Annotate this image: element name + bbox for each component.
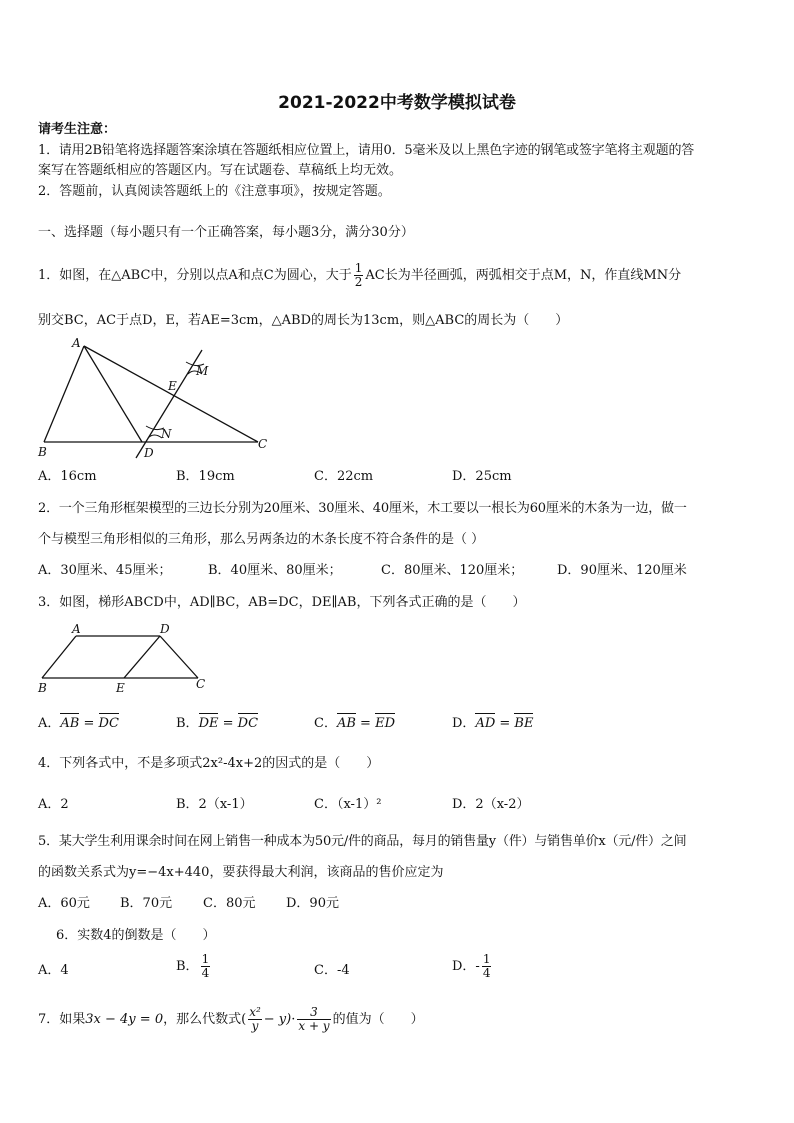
q6-option-d[interactable] [452, 953, 493, 980]
q3-option-d[interactable]: D．AD = BE [452, 713, 533, 732]
vector-dc: DC [238, 713, 258, 732]
q1-option-d[interactable]: D．25cm [452, 469, 512, 484]
q3-option-a[interactable]: A．AB = DC [38, 713, 119, 732]
segment-de [124, 636, 160, 678]
question-7-pre: 7．如果 [38, 1012, 86, 1027]
question-2-line-2: 个与模型三角形相似的三角形，那么另两条边的木条长度不符合条件的是（ ） [38, 532, 485, 547]
label-d: D [144, 446, 154, 460]
label-c: C [258, 437, 268, 451]
q1-option-b[interactable]: B．19cm [176, 469, 235, 484]
notice-heading: 请考生注意： [38, 122, 117, 137]
option-letter: C． [314, 716, 337, 731]
fraction-denominator: y [251, 1019, 259, 1033]
question-1-line-2: 别交BC，AC于点D，E，若AE=3cm，△ABD的周长为13cm，则△ABC的周长为（ ） [38, 313, 569, 328]
fraction-denominator: 4 [201, 966, 210, 980]
triangle-abc-figure [36, 334, 276, 462]
edge-ab [44, 346, 84, 442]
q4-option-d[interactable]: D．2（x-2） [452, 797, 530, 812]
fraction-numerator: x² [249, 1005, 261, 1019]
question-1-line-1 [38, 262, 681, 289]
vector-be: BE [514, 713, 533, 732]
q5-option-d[interactable]: D．90元 [286, 896, 339, 911]
label-a: A [72, 336, 81, 350]
q6-option-a[interactable]: A．4 [38, 963, 69, 978]
fraction-numerator: 1 [201, 952, 210, 966]
minus-y: − y) [263, 1012, 292, 1027]
question-7-line-1: 7．如果3x − 4y = 0，那么代数式( $\frac{\text{x²}}{y}$ − y)· $\frac{3}{x + y}$ 的值为（ ） [38, 1005, 424, 1033]
q3-option-c[interactable]: C．AB = ED [314, 713, 395, 732]
label-e: E [116, 681, 125, 695]
vector-de: DE [199, 713, 219, 732]
vector-dc: DC [99, 713, 119, 732]
question-1-pre: 1．如图，在△ABC中，分别以点A和点C为圆心，大于 [38, 268, 352, 283]
question-3-line-1: 3．如图，梯形ABCD中，AD∥BC，AB=DC，DE∥AB，下列各式正确的是（ ） [38, 595, 526, 610]
trapezoid-leg-ab [42, 636, 76, 678]
equation: 3x − 4y = 0 [85, 1012, 164, 1027]
option-letter: D．- [452, 959, 480, 974]
fraction-denominator: 2 [354, 275, 363, 289]
q5-option-c[interactable]: C．80元 [203, 896, 256, 911]
fraction-denominator: x + y [298, 1019, 330, 1033]
vector-ed: ED [375, 713, 395, 732]
label-e: E [168, 379, 177, 393]
trapezoid-abcd-figure [36, 618, 208, 696]
fraction-one-quarter [201, 953, 211, 980]
fraction-3-over-x-plus-y [297, 1006, 330, 1033]
option-letter: D． [452, 716, 476, 731]
notice-item-2: 2．答题前，认真阅读答题纸上的《注意事项》，按规定答题。 [38, 184, 391, 199]
question-5-line-1: 5．某大学生利用课余时间在网上销售一种成本为50元/件的商品，每月的销售量y（件）与销售单价x（元/件）之间 [38, 834, 687, 849]
question-1-post: AC长为半径画弧，两弧相交于点M，N，作直线MN分 [365, 268, 682, 283]
question-2-line-1: 2．一个三角形框架模型的三边长分别为20厘米、30厘米、40厘米，木工要以一根长为60厘米的木条为一边，做一 [38, 501, 687, 516]
q6-option-b[interactable] [176, 953, 212, 980]
fraction-numerator: 1 [482, 952, 491, 966]
trapezoid-leg-dc [160, 636, 198, 678]
q2-option-a[interactable]: A．30厘米、45厘米； [38, 563, 172, 578]
q5-option-a[interactable]: A．60元 [38, 896, 90, 911]
label-c: C [196, 677, 206, 691]
question-4-line-1: 4．下列各式中，不是多项式2x²-4x+2的因式的是（ ） [38, 756, 380, 771]
q3-option-b[interactable]: B．DE = DC [176, 713, 258, 732]
label-m: M [196, 364, 209, 378]
question-7-mid: ，那么代数式 [163, 1012, 242, 1027]
label-d: D [160, 622, 170, 636]
question-5-line-2: 的函数关系式为y=−4x+440，要获得最大利润，该商品的售价应定为 [38, 865, 444, 880]
option-letter: B． [176, 959, 199, 974]
question-7-post: 的值为（ ） [332, 1012, 424, 1027]
q2-option-d[interactable]: D．90厘米、120厘米 [557, 563, 687, 578]
q2-option-b[interactable]: B．40厘米、80厘米； [208, 563, 342, 578]
option-letter: B． [176, 716, 199, 731]
q4-option-c[interactable]: C．（x-1）² [314, 797, 382, 812]
q4-option-b[interactable]: B．2（x-1） [176, 797, 253, 812]
fraction-numerator: 1 [354, 261, 363, 275]
fraction-one-quarter [482, 953, 492, 980]
q4-option-a[interactable]: A．2 [38, 797, 69, 812]
label-n: N [161, 427, 172, 441]
q5-option-b[interactable]: B．70元 [120, 896, 173, 911]
option-letter: A． [38, 716, 61, 731]
fraction-denominator: 4 [482, 966, 491, 980]
section-heading: 一、选择题（每小题只有一个正确答案，每小题3分，满分30分） [38, 225, 414, 240]
q1-option-c[interactable]: C．22cm [314, 469, 374, 484]
vector-ab: AB [60, 713, 79, 732]
q6-option-c[interactable]: C．-4 [314, 963, 350, 978]
notice-item-1-line-1: 1．请用2B铅笔将选择题答案涂填在答题纸相应位置上，请用0．5毫米及以上黑色字迹的钢笔或签字笔将主观题的答 [38, 143, 695, 158]
label-a: A [72, 622, 81, 636]
label-b: B [38, 445, 47, 459]
vector-ad: AD [475, 713, 495, 732]
q1-option-a[interactable]: A．16cm [38, 469, 97, 484]
label-b: B [38, 681, 47, 695]
vector-ab: AB [337, 713, 356, 732]
fraction-x2-over-y [248, 1006, 262, 1033]
q2-option-c[interactable]: C．80厘米、120厘米； [381, 563, 524, 578]
notice-item-1-line-2: 案写在答题纸相应的答题区内。写在试题卷、草稿纸上均无效。 [38, 163, 403, 178]
fraction-numerator: 3 [297, 1006, 330, 1020]
question-6-line-1: 6．实数4的倒数是（ ） [56, 928, 216, 943]
one-half-fraction [354, 262, 364, 289]
page-title: 2021-2022中考数学模拟试卷 [278, 93, 516, 113]
segment-ad [84, 346, 142, 442]
